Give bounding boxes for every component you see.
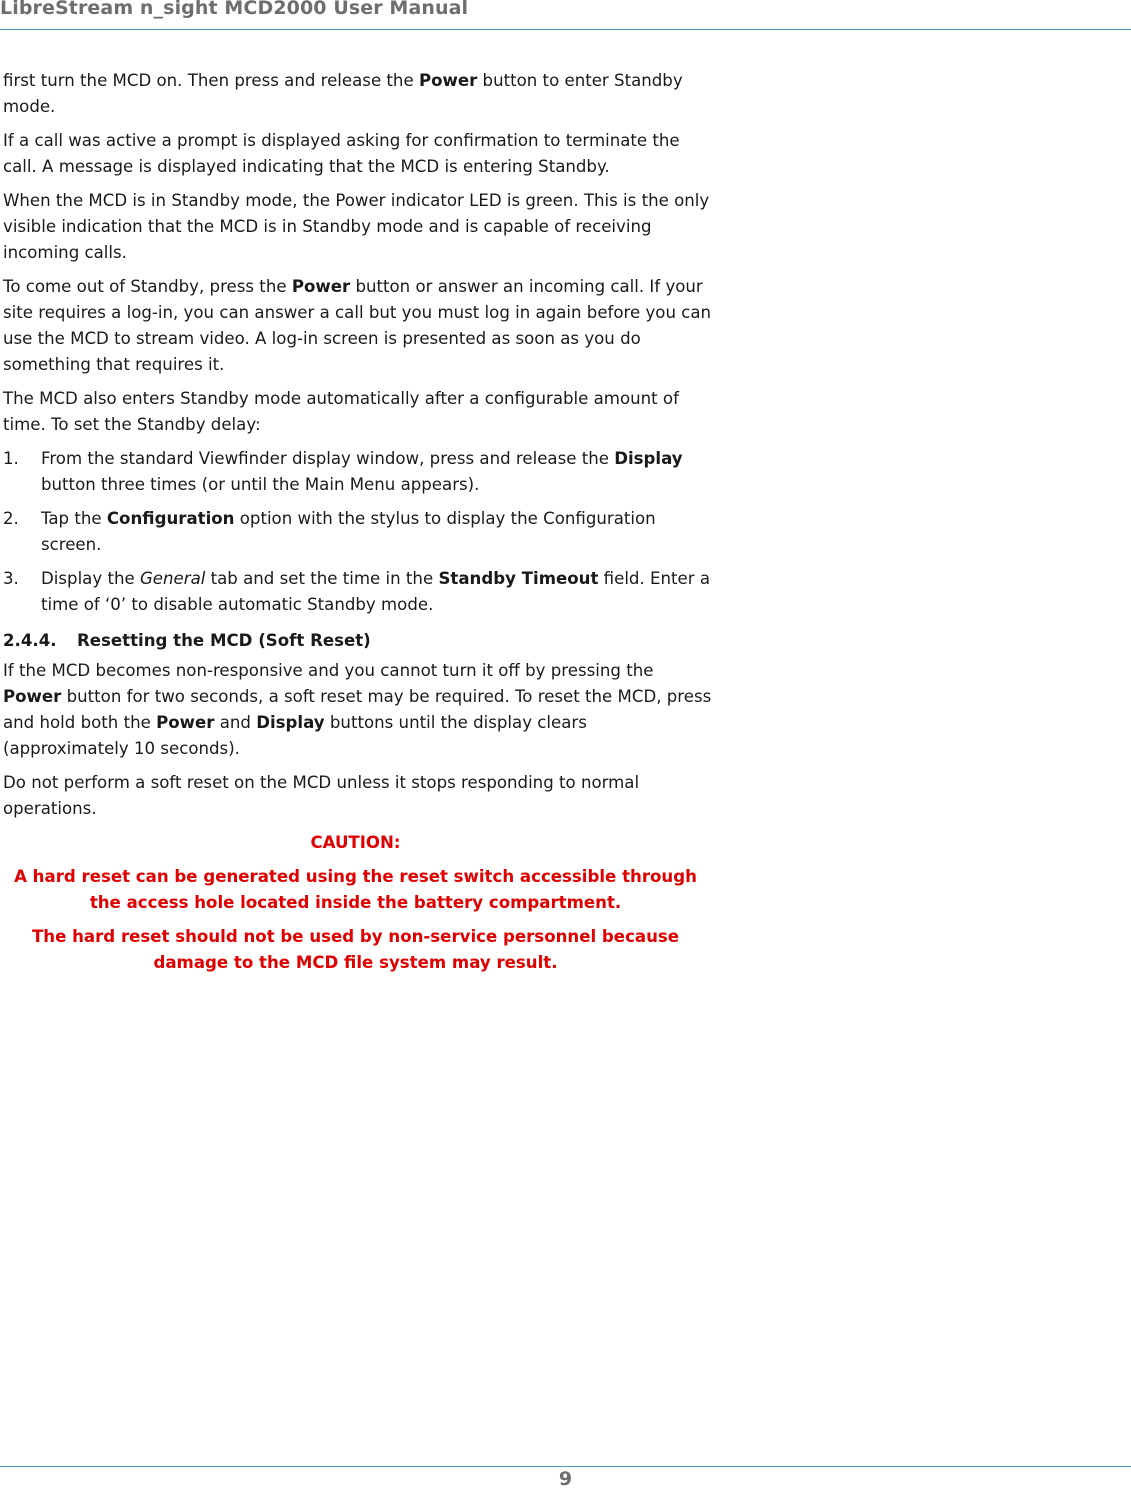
document-header-title: LibreStream n_sight MCD2000 User Manual	[0, 0, 469, 19]
text: button three times (or until the Main Menu appears).	[41, 475, 480, 494]
text: Tap the	[41, 509, 107, 528]
steps-list	[3, 446, 715, 618]
text: button or answer an incoming call. If your site requires a log-in, you can answer a call but you must log in again before you can use the MCD to stream video. A log-in screen is presented as soon as you do something that requires it.	[3, 277, 712, 374]
text: To come out of Standby, press the	[3, 277, 292, 296]
page-content	[3, 68, 715, 984]
text: button for two seconds, a soft reset may be required. To reset the MCD, press and hold both the	[3, 687, 712, 732]
section-number: 2.4.4.	[3, 631, 57, 650]
paragraph-soft-reset	[3, 658, 715, 762]
paragraph-soft-reset-warning: Do not perform a soft reset on the MCD unless it stops responding to normal operations.	[3, 773, 640, 818]
caution-title: CAUTION:	[310, 833, 401, 852]
text: buttons until the display clears (approximately 10 seconds).	[3, 713, 587, 758]
list-item	[3, 446, 715, 498]
step-number: 3.	[3, 569, 19, 588]
text: tab and set the time in the	[205, 569, 439, 588]
list-item	[3, 566, 715, 618]
text: button to enter Standby mode.	[3, 71, 683, 116]
italic-general: General	[139, 569, 206, 588]
text: and	[214, 713, 257, 732]
page-number: 9	[558, 1468, 573, 1490]
text: Display the	[41, 569, 140, 588]
bold-power: Power	[418, 71, 478, 90]
bold-standby-timeout: Standby Timeout	[438, 569, 599, 588]
step-number: 1.	[3, 449, 19, 468]
text: From the standard Viewfinder display window, press and release the	[41, 449, 615, 468]
caution-hard-reset-location: A hard reset can be generated using the reset switch accessible through the access hole located inside the battery compartment.	[14, 867, 697, 912]
bold-power: Power	[291, 277, 351, 296]
section-title: Resetting the MCD (Soft Reset)	[77, 631, 371, 650]
bold-display: Display	[614, 449, 683, 468]
paragraph-active-call: If a call was active a prompt is displayed asking for confirmation to terminate the call. A message is displayed indicating that the MCD is entering Standby.	[3, 131, 680, 176]
header-divider	[0, 29, 1131, 30]
bold-power: Power	[3, 687, 62, 706]
caution-hard-reset-warning: The hard reset should not be used by non-service personnel because damage to the MCD file system may result.	[31, 927, 680, 972]
text: If the MCD becomes non-responsive and you cannot turn it off by pressing the	[3, 661, 654, 680]
step-number: 2.	[3, 509, 19, 528]
paragraph-led-indicator: When the MCD is in Standby mode, the Power indicator LED is green. This is the only visible indication that the MCD is in Standby mode and is capable of receiving incoming calls.	[3, 191, 710, 262]
paragraph-standby-intro	[3, 68, 715, 120]
paragraph-standby-delay: The MCD also enters Standby mode automatically after a configurable amount of time. To set the Standby delay:	[3, 389, 679, 434]
caution-box	[3, 830, 708, 976]
bold-configuration: Configuration	[106, 509, 235, 528]
text: field. Enter a time of ‘0’ to disable automatic Standby mode.	[41, 569, 711, 614]
paragraph-exit-standby	[3, 274, 715, 378]
text: option with the stylus to display the Configuration screen.	[41, 509, 656, 554]
bold-power: Power	[156, 713, 215, 732]
section-heading	[3, 628, 715, 654]
text: first turn the MCD on. Then press and release the	[3, 71, 419, 90]
bold-display: Display	[256, 713, 325, 732]
list-item	[3, 506, 715, 558]
